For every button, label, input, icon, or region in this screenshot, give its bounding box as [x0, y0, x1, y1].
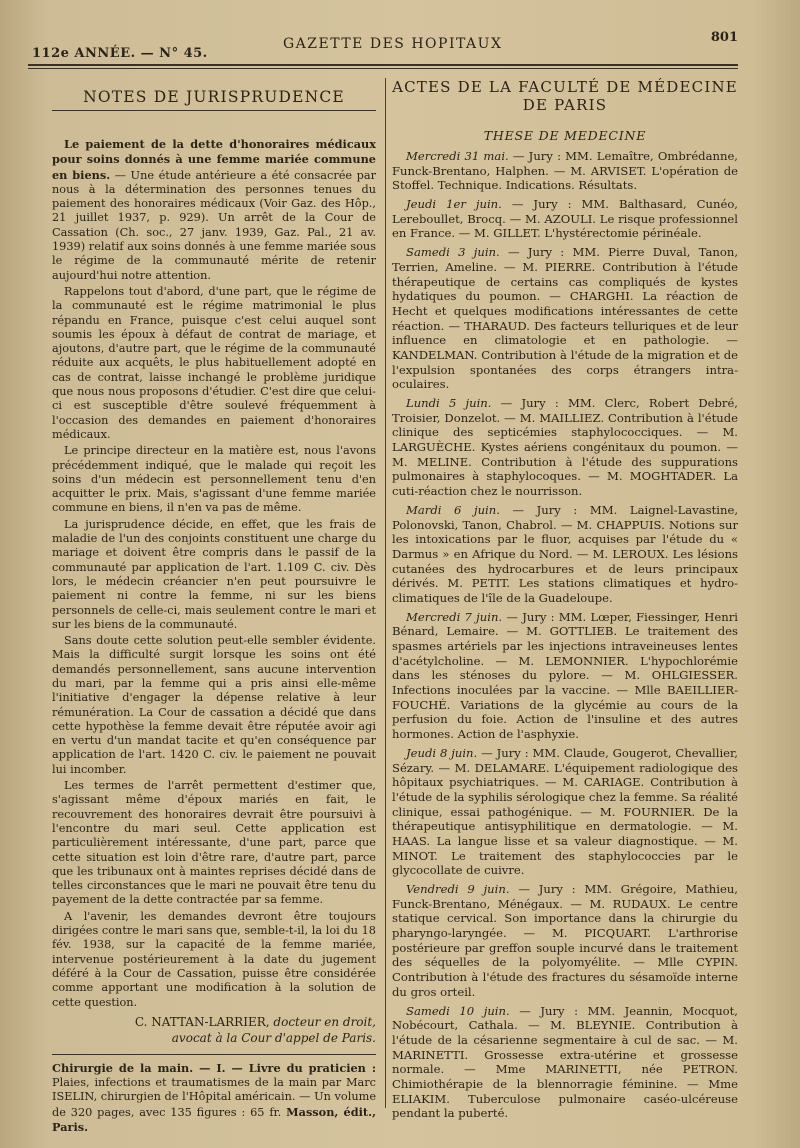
thesis-entry: [392, 396, 738, 499]
article-paragraph: Sans doute cette solution peut-elle sembler évidente. Mais la difficulté surgit lorsque les soins ont été demandés personnellement, sans aucune intervention du mari, par la femme qui a pris ainsi elle-même l'initiative d'engager la dépense relative à leur rémunération. La Cour de cassation a décidé que dans cette hypothèse la femme devait être réputée avoir agi en vertu d'un mandat tacite et qu'en conséquence par application de l'art. 1420 C. civ. le paiement ne pouvait lui incomber.: [52, 634, 376, 776]
entry-text: — Jury : MM. Laignel-Lavastine, Polonovski, Tanon, Chabrol. — M. CHAPPUIS. Notions sur les intoxications par le fluor, acquises par l'étude du « Darmus » en Afrique du Nord. — M. LEROUX. Les lésions cutanées des hydrocarbures et de leurs principaux dérivés. M. PETIT. Les stations climatiques et hydro-climatiques de l'île de la Guadeloupe.: [392, 502, 739, 605]
article-paragraph: Rappelons tout d'abord, d'une part, que le régime de la communauté est le régime matrimonial le plus répandu en France, puisque c'est celui auquel sont soumis les époux à défaut de contrat de mariage, et ajoutons, d'autre part, que le régime de la communauté réduite aux acquêts, le plus habituellement adopté en cas de contrat, laisse inchangé le problème juridique que nous nous proposons d'étudier. C'est dire que celui-ci est susceptible d'être soulevé fréquemment à l'occasion des demandes en paiement d'honoraires médicaux.: [52, 284, 376, 441]
article-paragraph: Le principe directeur en la matière est, nous l'avons précédemment indiqué, que le malade qui reçoit les soins d'un médecin est personnellement tenu d'en acquitter le prix. Mais, s'agissant d'une femme mariée commune en biens, il n'en va pas de même.: [52, 444, 376, 515]
thesis-entry: [392, 245, 738, 392]
header-rule-thin: [28, 68, 738, 69]
paragraph-text: — Une étude antérieure a été consacrée par nous à la détermination des personnes tenues du paiement des honoraires médicaux (Voir Gaz. des Hôp., 21 juillet 1937, p. 929). Un arrêt de la Cour de Cassation (Ch. soc., 27 janv. 1939, Gaz. Pal., 21 av. 1939) relatif aux soins donnés à une femme mariée sous le régime de la communauté mérite de retenir aujourd'hui notre attention.: [52, 168, 377, 282]
thesis-entry: [392, 149, 738, 193]
entry-text: — Jury : MM. Claude, Gougerot, Chevallier, Sézary. — M. DELAMARE. L'équipement radiologique des hôpitaux psychiatriques. — M. CARIAGE. Contribution à l'étude de la syphilis sérologique chez la femme. Sa réalité clinique, essai pathogénique. — M. FOURNIER. De la thérapeutique antisyphilitique en dermatologie. — M. HAAS. La langue lisse et sa valeur diagnostique. — M. MINOT. Le traitement des staphylococcies par le glycocollate de cuivre.: [392, 745, 738, 878]
right-column: [392, 78, 738, 1125]
entry-text: — Jury : MM. Clerc, Robert Debré, Troisier, Donzelot. — M. MAILLIEZ. Contribution à l'étude clinique des septicémies staphylococciques. — M. LARGUÈCHE. Kystes aériens congénitaux du poumon. — M. MELINE. Contribution à l'étude des suppurations pulmonaires à staphylocoques. — M. MOGHTADER. La cuti-réaction chez le nourrisson.: [392, 396, 738, 499]
article-paragraph: La jurisprudence décide, en effet, que les frais de maladie de l'un des conjoints constituent une charge du mariage et doivent être compris dans le passif de la communauté par application de l'art. 1.109 C. civ. Dès lors, le médecin créancier n'en peut poursuivre le paiement ni contre la femme, ni sur les biens personnels de celle-ci, mais seulement contre le mari et sur les biens de la communauté.: [52, 517, 376, 631]
entry-text: — Jury : MM. Balthasard, Cunéo, Lereboullet, Brocq. — M. AZOULI. Le risque professionnel en France. — M. GILLET. L'hystérectomie périnéale.: [392, 197, 738, 241]
article-paragraph: A l'avenir, les demandes devront être toujours dirigées contre le mari sans que, semble-t-il, la loi du 18 fév. 1938, sur la capacité de la femme mariée, intervenue postérieurement à la date du jugement déféré à la Cour de Cassation, puisse être considérée comme apportant une modification à la solution de cette question.: [52, 909, 376, 1009]
entry-date: Mardi 6 juin.: [406, 502, 500, 517]
article-paragraph: [52, 137, 376, 283]
entry-date: Jeudi 1er juin.: [406, 197, 502, 212]
entry-text: — Jury : MM. Lœper, Fiessinger, Henri Bénard, Lemaire. — M. GOTTLIEB. Le traitement des spasmes artériels par les injections intraveineuses lentes d'acétylcholine. — M. LEMONNIER. L'hypochlorémie dans les sténoses du pylore. — M. OHLGIESSER. Infections inoculées par la vaccine. — Mlle BAEILLIER-FOUCHÉ. Variations de la glycémie au cours de la perfusion du foie. Action de l'insuline et des autres hormones. Action de l'asphyxie.: [392, 609, 738, 742]
page-number: 801: [710, 30, 738, 45]
entry-date: Samedi 3 juin.: [406, 245, 500, 260]
signature-name: C. NATTAN-LARRIER,: [134, 1014, 270, 1029]
thesis-entry: [392, 746, 738, 878]
left-column: [52, 78, 376, 1135]
book-description: Plaies, infections et traumatismes de la main par Marc ISELIN, chirurgien de l'Hôpital américain. — Un volume de 320 pages, avec 135 figures : 65 fr.: [52, 1076, 376, 1119]
article-lead: Le paiement de la dette d'honoraires médicaux pour soins donnés à une femme mariée commune en biens.: [52, 137, 376, 182]
thesis-entry: [392, 197, 738, 241]
entry-date: Vendredi 9 juin.: [406, 882, 510, 896]
signature-title: docteur en droit,: [273, 1014, 376, 1029]
thesis-entry: [392, 1004, 738, 1122]
thesis-entry: [392, 503, 738, 606]
thesis-entry: [392, 882, 738, 1000]
article-paragraph: Les termes de l'arrêt permettent d'estimer que, s'agissant même d'époux mariés en fait, le recouvrement des honoraires devrait être poursuivi à l'encontre du mari seul. Cette application est particulièrement intéressante, d'une part, parce que cette situation est loin d'être rare, d'autre part, parce que les tribunaux ont à maintes reprises décidé dans de telles circonstances que le mari ne pouvait être tenu du payement de la dette contractée par sa femme.: [52, 779, 376, 907]
journal-title: GAZETTE DES HOPITAUX: [283, 36, 503, 52]
entry-text: — Jury : MM. Jeannin, Mocquot, Nobécourt, Cathala. — M. BLEYNIE. Contribution à l'étude de la césarienne segmentaire à cul de sac. — M. MARINETTI. Grossesse extra-utérine et grossesse normale. — Mme MARINETTI, née PETRON. Chimiothérapie de la blennorragie féminine. — Mme ELIAKIM. Tuberculose pulmonaire caséo-ulcéreuse pendant la puberté.: [392, 1003, 738, 1121]
entry-date: Mercredi 7 juin.: [406, 609, 503, 624]
thesis-entry: [392, 610, 738, 742]
page-header: [28, 30, 738, 66]
entry-date: Mercredi 31 mai.: [406, 149, 509, 163]
entry-date: Samedi 10 juin.: [406, 1003, 510, 1018]
entry-text: — Jury : MM. Pierre Duval, Tanon, Terrien, Ameline. — M. PIERRE. Contribution à l'étude thérapeutique de certains cas compliqués de kystes hydatiques du poumon. — CHARGHI. La réaction de Hecht et quelques modifications intéressantes de cette réaction. — THARAUD. Des facteurs telluriques et de leur influence en climatologie et en pathologie. — KANDELMAN. Contribution à l'étude de la migration et de l'expulsion spontanées des corps étrangers intra-oculaires.: [392, 245, 739, 392]
section-title-faculty: ACTES DE LA FACULTÉ DE MÉDECINE DE PARIS: [392, 78, 738, 114]
signature-affiliation: avocat à la Cour d'appel de Paris.: [171, 1030, 376, 1045]
issue-number: 112e ANNÉE. — N° 45.: [32, 46, 208, 61]
column-divider: [385, 78, 386, 1108]
book-notice: [52, 1061, 376, 1135]
section-title-jurisprudence: NOTES DE JURISPRUDENCE: [52, 88, 376, 111]
header-rule: [28, 64, 738, 66]
subsection-title-theses: THESE DE MEDECINE: [483, 128, 647, 143]
entry-date: Lundi 5 juin.: [406, 396, 492, 410]
entry-date: Jeudi 8 juin.: [406, 745, 478, 760]
book-publisher: Masson, édit., Paris.: [52, 1104, 377, 1134]
book-separator: [52, 1054, 376, 1055]
book-title: Chirurgie de la main. — I. — Livre du praticien :: [52, 1060, 376, 1075]
article-signature: [52, 1014, 376, 1046]
entry-text: — Jury : MM. Lemaître, Ombrédanne, Funck-Brentano, Halphen. — M. ARVISET. L'opération de Stoffel. Technique. Indications. Résultats.: [392, 149, 738, 193]
entry-text: — Jury : MM. Grégoire, Mathieu, Funck-Brentano, Ménégaux. — M. RUDAUX. Le centre statique cervical. Son importance dans la chirurgie du pharyngo-laryngée. — M. PICQUART. L'arthrorise postérieure par greffon souple incurvé dans le traitement des séquelles de la polyomyélite. — Mlle CYPIN. Contribution à l'étude des fractures du sésamoïde interne du gros orteil.: [392, 882, 738, 999]
